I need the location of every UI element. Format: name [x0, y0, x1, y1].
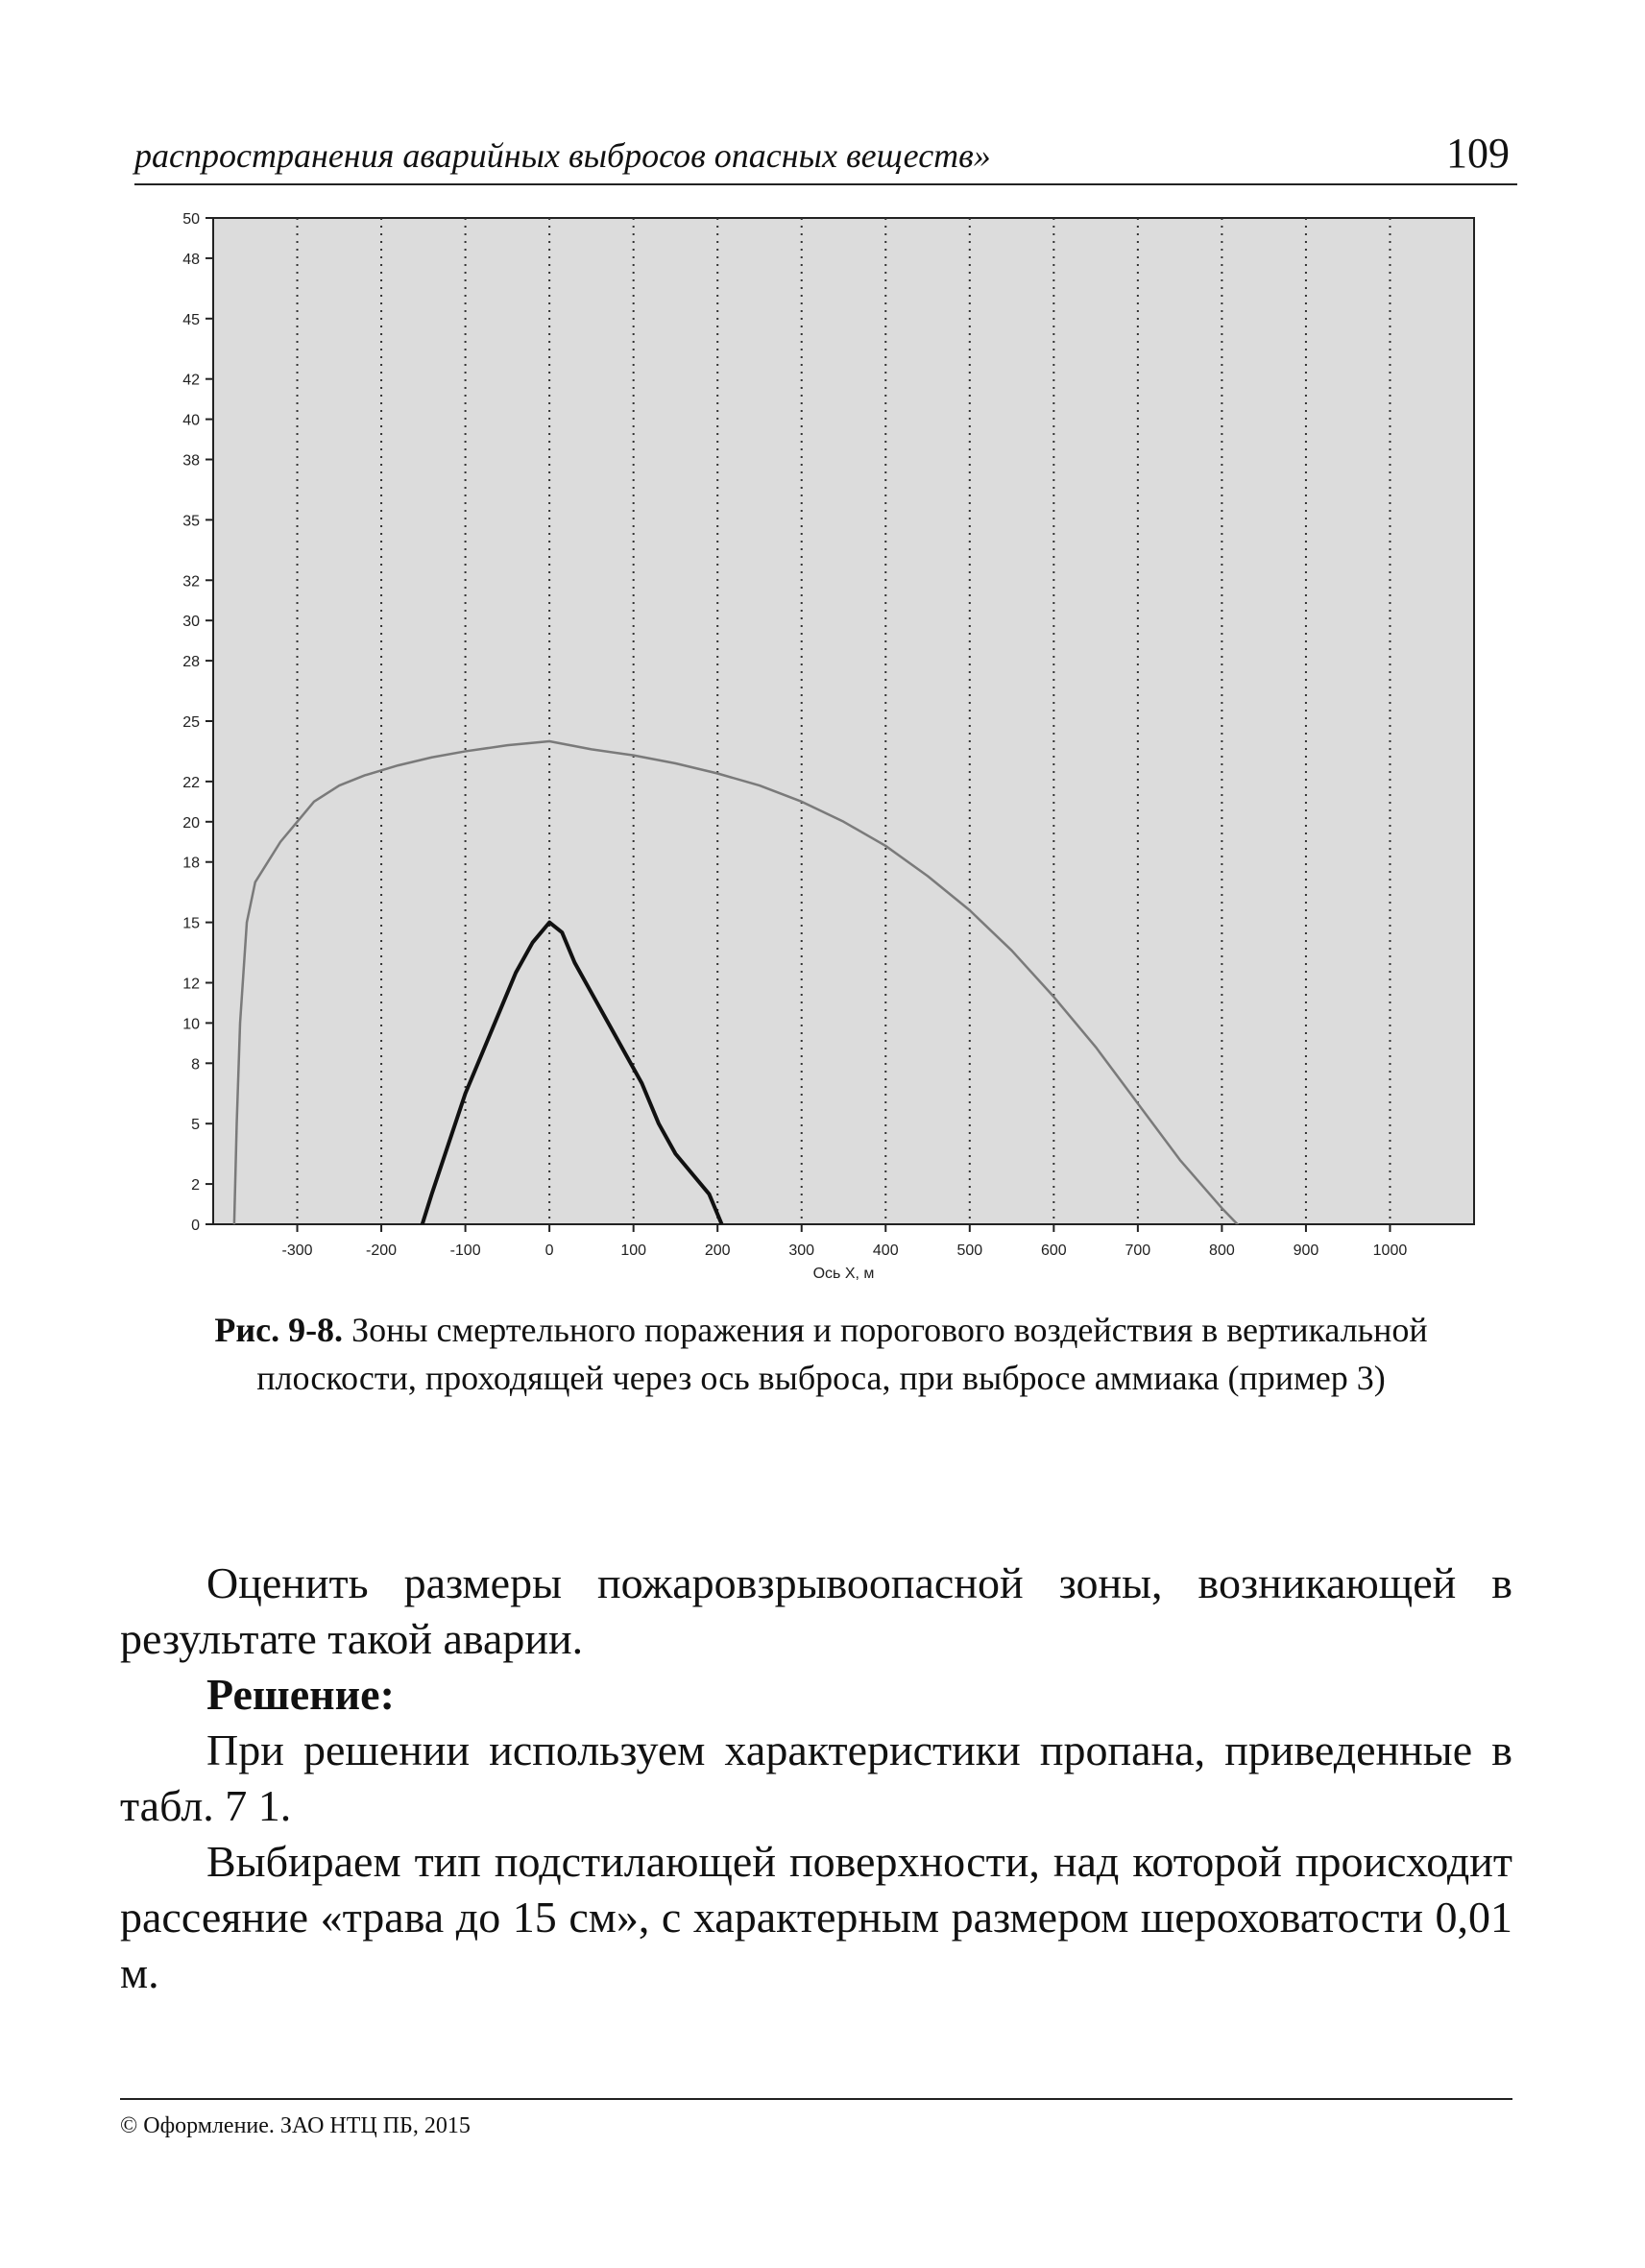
y-tick-label: 0: [191, 1218, 200, 1234]
y-tick-label: 28: [182, 654, 200, 671]
x-tick-label: 800: [1209, 1243, 1235, 1259]
plot-area: [213, 218, 1474, 1224]
running-header: [134, 120, 1517, 185]
x-tick-label: 1000: [1372, 1243, 1408, 1259]
y-tick-label: 30: [182, 614, 200, 631]
footer-copyright: © Оформление. ЗАО НТЦ ПБ, 2015: [120, 2113, 471, 2138]
y-tick-label: 42: [182, 372, 200, 389]
y-tick-label: 12: [182, 976, 200, 993]
chart-svg: [144, 206, 1498, 1301]
x-tick-label: -200: [366, 1243, 398, 1259]
y-tick-label: 22: [182, 774, 200, 791]
solution-heading: Решение:: [206, 1670, 395, 1719]
y-tick-label: 10: [182, 1016, 200, 1033]
y-tick-label: 8: [191, 1056, 200, 1074]
x-tick-label: 300: [788, 1243, 815, 1259]
y-tick-label: 15: [182, 915, 200, 932]
x-tick-label: 100: [620, 1243, 647, 1259]
x-tick-label: -100: [449, 1243, 481, 1259]
x-tick-label: 400: [872, 1243, 899, 1259]
x-tick-label: 500: [956, 1243, 983, 1259]
y-tick-label: 45: [182, 311, 200, 328]
x-tick-label: 600: [1040, 1243, 1067, 1259]
footer: [120, 2098, 1512, 2139]
y-tick-label: 32: [182, 573, 200, 591]
x-tick-label: -300: [281, 1243, 313, 1259]
figure-caption-text: Зоны смертельного поражения и порогового воздействия в вертикальной плоскости, проходящей через ось выброса, при выбросе аммиака (пример 3): [256, 1311, 1428, 1397]
y-tick-label: 20: [182, 814, 200, 832]
y-tick-label: 18: [182, 855, 200, 872]
y-tick-label: 48: [182, 251, 200, 268]
figure-caption: [144, 1306, 1498, 1402]
x-tick-label: 200: [704, 1243, 731, 1259]
x-tick-label: 900: [1293, 1243, 1319, 1259]
y-tick-label: 40: [182, 412, 200, 429]
y-tick-label: 2: [191, 1177, 200, 1194]
y-tick-label: 38: [182, 452, 200, 470]
paragraph-1: Оценить размеры пожаровзрывоопасной зоны, возникающей в результате такой аварии.: [120, 1558, 1512, 1663]
running-title: распространения аварийных выбросов опасных веществ»: [134, 136, 991, 175]
y-tick-label: 35: [182, 513, 200, 530]
x-axis-label: Ось X, м: [812, 1266, 875, 1282]
paragraph-3: Выбираем тип подстилающей поверхности, над которой происходит рассеяние «трава до 15 см», с характерным размером шероховатости 0,01 м.: [120, 1837, 1512, 1997]
figure-caption-label: Рис. 9-8.: [214, 1311, 344, 1349]
y-tick-label: 5: [191, 1117, 200, 1134]
body-text: [120, 1556, 1512, 2001]
x-tick-label: 0: [544, 1243, 554, 1259]
figure-chart: [144, 206, 1498, 1301]
paragraph-2: При решении используем характеристики пропана, приведенные в табл. 7 1.: [120, 1725, 1512, 1830]
page-number: 109: [1446, 130, 1510, 177]
y-tick-label: 50: [182, 211, 200, 228]
y-tick-label: 25: [182, 714, 200, 731]
x-tick-label: 700: [1125, 1243, 1151, 1259]
